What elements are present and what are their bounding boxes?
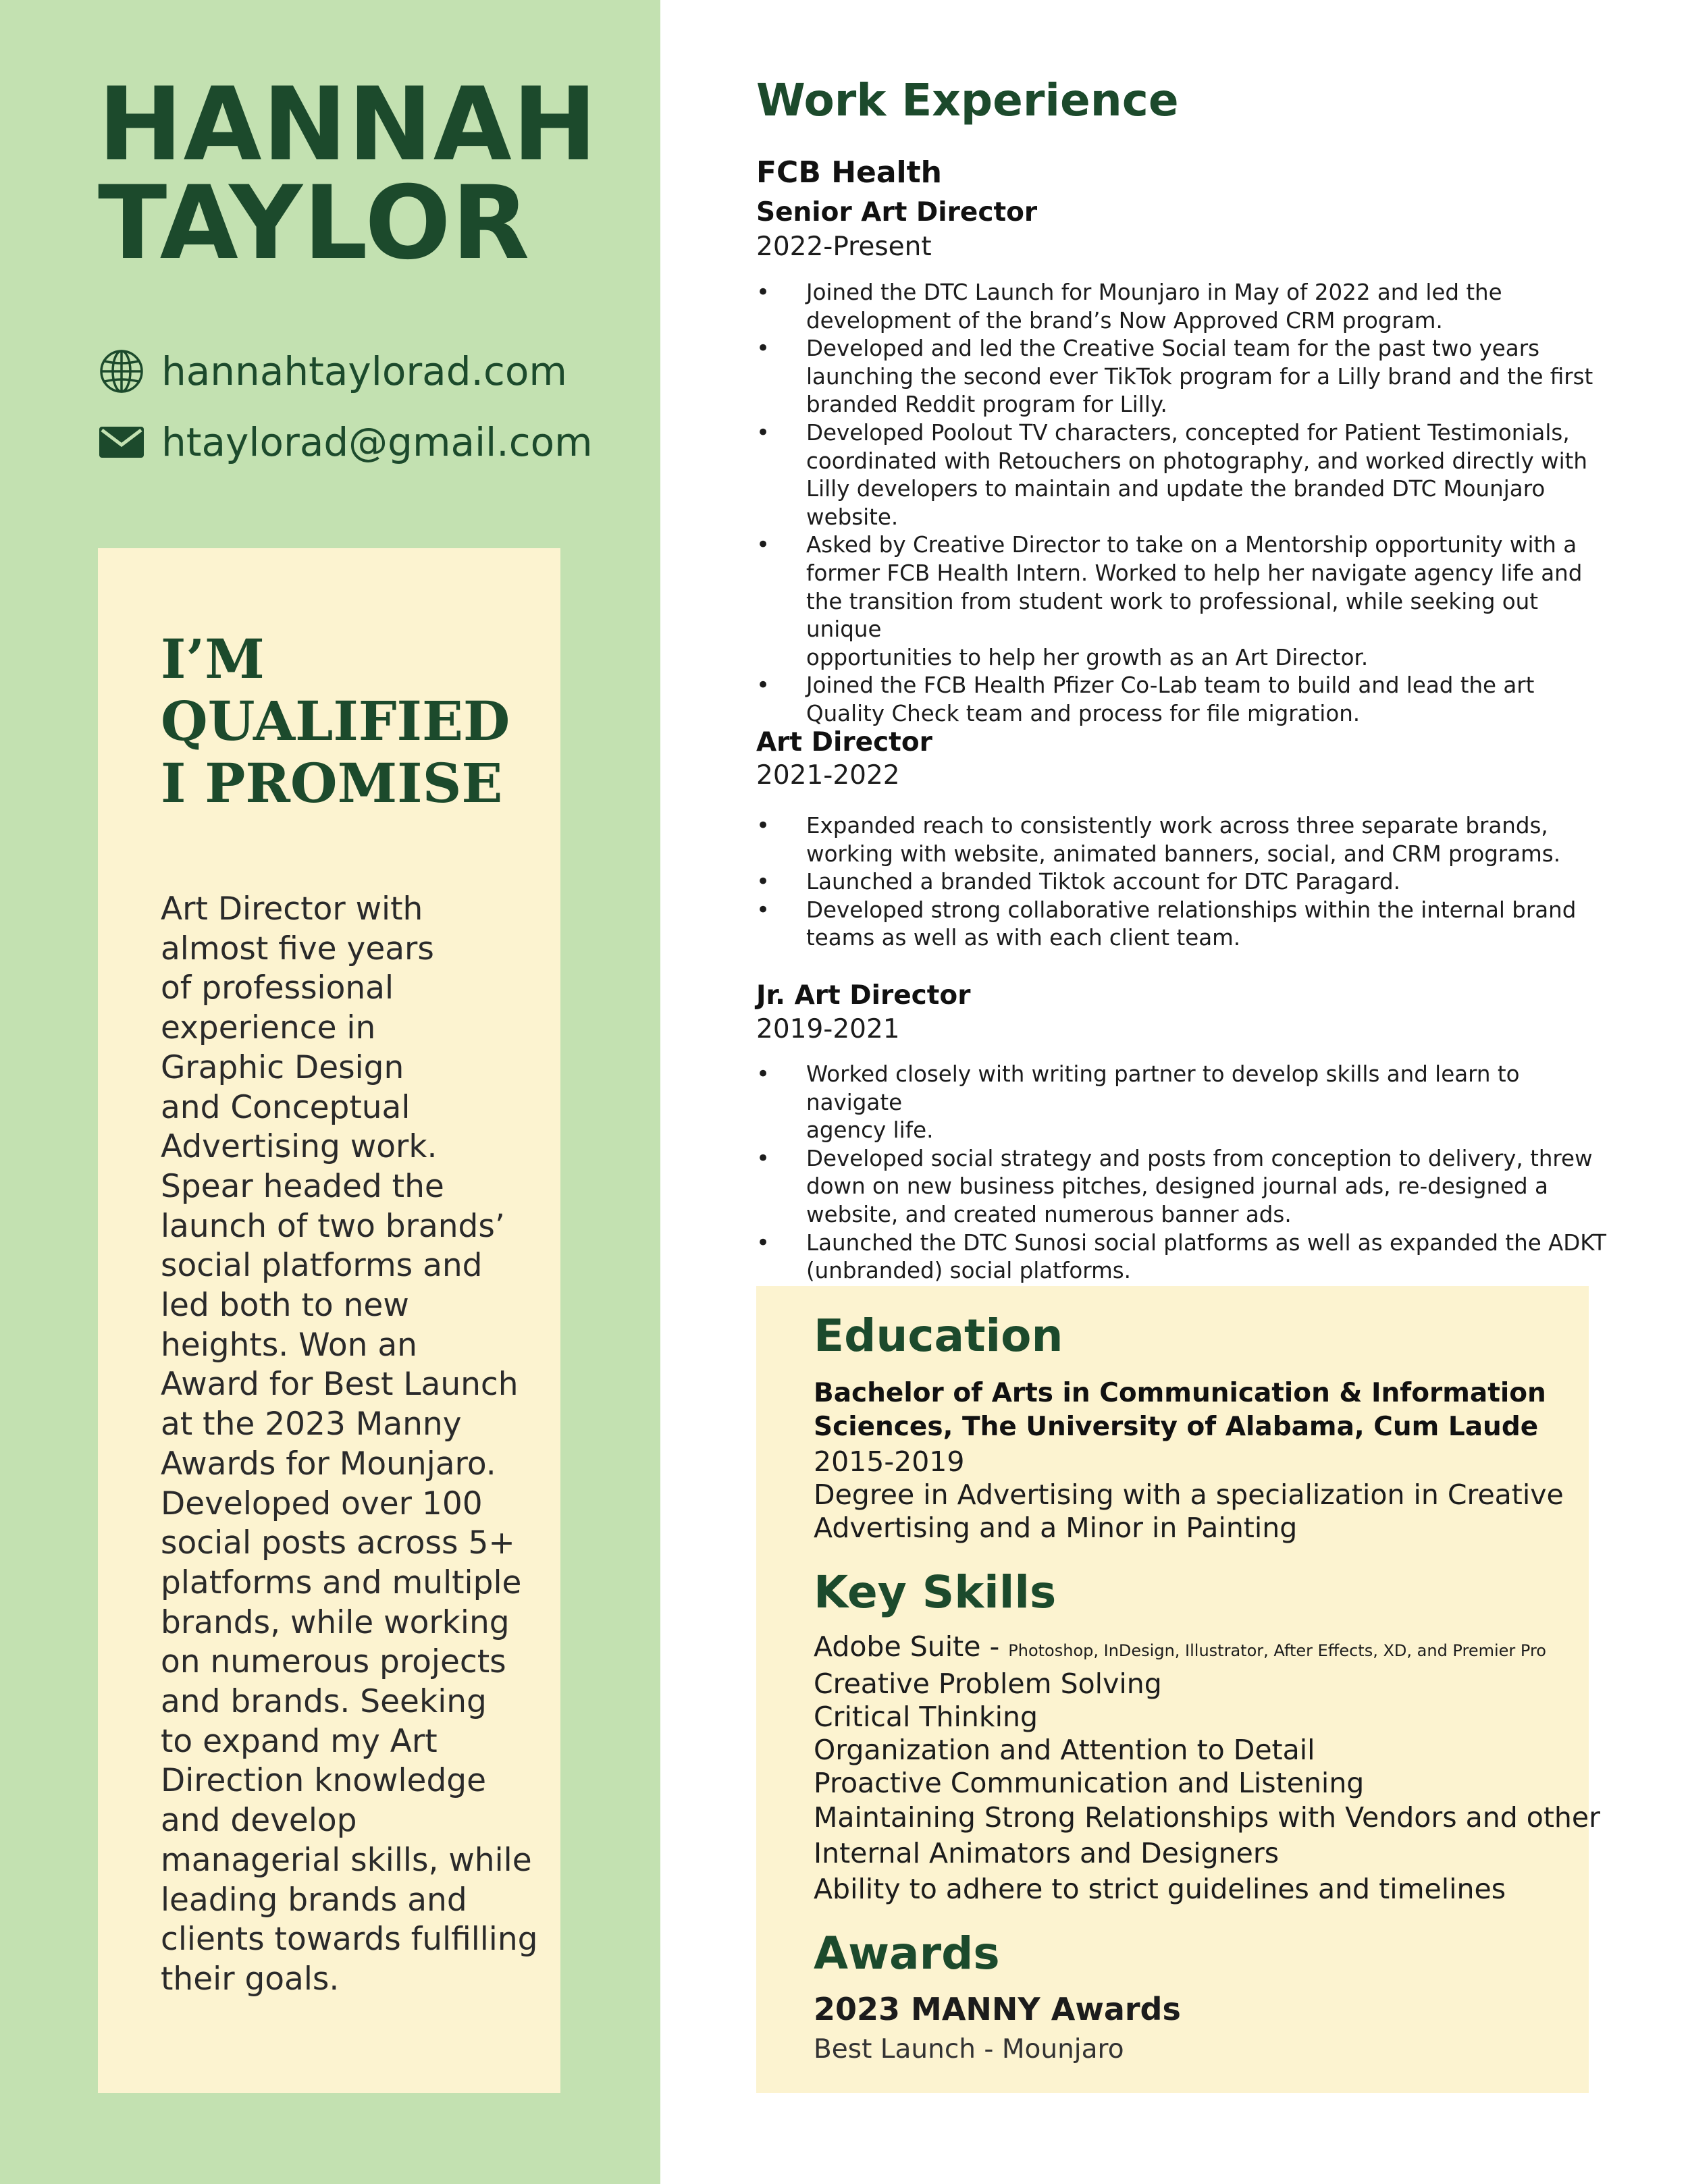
summary-line: Graphic Design bbox=[161, 1048, 404, 1086]
education-detail-line: Advertising and a Minor in Painting bbox=[814, 1512, 1298, 1544]
education-heading: Education bbox=[814, 1310, 1063, 1362]
summary-line: clients towards fulfilling bbox=[161, 1921, 538, 1959]
skill-item: Creative Problem Solving bbox=[814, 1668, 1162, 1700]
bullet-item bbox=[756, 1061, 1614, 1145]
summary-line: social posts across 5+ bbox=[161, 1524, 515, 1562]
bullet-line: the transition from student work to professional, while seeking out unique bbox=[806, 588, 1539, 643]
summary-line: leading brands and bbox=[161, 1881, 467, 1919]
summary-line: Awards for Mounjaro. bbox=[161, 1445, 496, 1483]
bullet-line: website. bbox=[806, 504, 899, 530]
sidebar bbox=[0, 0, 660, 2184]
summary-line: managerial skills, while bbox=[161, 1841, 532, 1879]
qualified-panel bbox=[98, 548, 560, 2093]
company-name: FCB Health bbox=[756, 155, 942, 190]
skill-item: Maintaining Strong Relationships with Vendors and other bbox=[814, 1801, 1600, 1834]
role-dates: 2021-2022 bbox=[756, 760, 900, 791]
award-detail: Best Launch - Mounjaro bbox=[814, 2034, 1124, 2065]
role-bullets bbox=[756, 1061, 1614, 1285]
summary-line: Direction knowledge bbox=[161, 1762, 487, 1800]
summary-line: experience in bbox=[161, 1009, 376, 1047]
bullet-line: Quality Check team and process for file migration. bbox=[806, 700, 1361, 726]
bullet-line: (unbranded) social platforms. bbox=[806, 1258, 1131, 1284]
bullet-item bbox=[756, 1229, 1614, 1285]
first-name: HANNAH bbox=[98, 66, 598, 184]
role-title: Art Director bbox=[756, 727, 932, 757]
role-dates: 2022-Present bbox=[756, 232, 932, 262]
email-contact[interactable] bbox=[98, 415, 593, 469]
summary-line: their goals. bbox=[161, 1960, 340, 1998]
summary-line: launch of two brands’ bbox=[161, 1207, 505, 1245]
education-details bbox=[814, 1445, 1564, 1545]
role-title: Senior Art Director bbox=[756, 197, 1038, 228]
education-detail-line: Degree in Advertising with a specialization in Creative bbox=[814, 1479, 1564, 1511]
role-bullets bbox=[756, 812, 1614, 953]
skill-label: Adobe Suite - bbox=[814, 1630, 1009, 1663]
role-bullets bbox=[756, 279, 1614, 728]
bullet-item bbox=[756, 672, 1614, 728]
globe-icon bbox=[98, 348, 145, 395]
skill-item: Critical Thinking bbox=[814, 1701, 1038, 1733]
summary-line: Art Director with bbox=[161, 890, 423, 928]
summary-line: of professional bbox=[161, 969, 394, 1007]
summary-line: almost five years bbox=[161, 930, 434, 967]
summary-line: led both to new bbox=[161, 1287, 409, 1325]
qualified-heading bbox=[161, 628, 510, 814]
skill-item: Organization and Attention to Detail bbox=[814, 1734, 1315, 1766]
bullet-line: • Asked by Creative Director to take on a Mentorship opportunity with a bbox=[806, 532, 1577, 558]
skill-item: Proactive Communication and Listening bbox=[814, 1767, 1365, 1799]
bullet-line: • Developed social strategy and posts from conception to delivery, threw bbox=[806, 1145, 1593, 1171]
summary-line: and Conceptual bbox=[161, 1088, 411, 1126]
bullet-line: • Launched the DTC Sunosi social platforms as well as expanded the ADKT bbox=[806, 1229, 1606, 1256]
summary-line: on numerous projects bbox=[161, 1643, 506, 1681]
bullet-line: former FCB Health Intern. Worked to help her navigate agency life and bbox=[806, 560, 1583, 586]
education-years: 2015-2019 bbox=[814, 1445, 965, 1478]
bullet-line: • Joined the DTC Launch for Mounjaro in May of 2022 and led the bbox=[806, 279, 1502, 305]
bullet-item bbox=[756, 419, 1614, 531]
bullet-line: Lilly developers to maintain and update the branded DTC Mounjaro bbox=[806, 476, 1546, 502]
bullet-line: • Worked closely with writing partner to develop skills and learn to navigate bbox=[806, 1061, 1520, 1115]
work-experience-heading: Work Experience bbox=[756, 74, 1179, 126]
bullet-item bbox=[756, 335, 1614, 419]
bullet-line: development of the brand’s Now Approved CRM program. bbox=[806, 307, 1443, 334]
summary-line: social platforms and bbox=[161, 1247, 483, 1285]
role-title: Jr. Art Director bbox=[756, 980, 971, 1011]
summary-line: Spear headed the bbox=[161, 1167, 444, 1205]
email-link[interactable]: htaylorad@gmail.com bbox=[161, 419, 593, 465]
skill-detail: Photoshop, InDesign, Illustrator, After Effects, XD, and Premier Pro bbox=[1008, 1641, 1546, 1660]
bullet-line: website, and created numerous banner ads. bbox=[806, 1201, 1292, 1227]
bullet-line: branded Reddit program for Lilly. bbox=[806, 392, 1167, 418]
website-contact[interactable] bbox=[98, 344, 567, 398]
summary-line: Developed over 100 bbox=[161, 1485, 483, 1522]
summary-line: to expand my Art bbox=[161, 1722, 438, 1760]
summary-line: brands, while working bbox=[161, 1603, 510, 1641]
bullet-line: • Developed Poolout TV characters, concepted for Patient Testimonials, bbox=[806, 419, 1570, 446]
key-skills-heading: Key Skills bbox=[814, 1566, 1057, 1618]
bullet-item bbox=[756, 868, 1614, 897]
skill-item: Ability to adhere to strict guidelines and timelines bbox=[814, 1873, 1506, 1905]
bullet-line: working with website, animated banners, social, and CRM programs. bbox=[806, 841, 1561, 867]
degree-line: Sciences, The University of Alabama, Cum Laude bbox=[814, 1412, 1539, 1442]
bullet-line: launching the second ever TikTok program for a Lilly brand and the first bbox=[806, 363, 1593, 390]
bullet-item bbox=[756, 1145, 1614, 1229]
role-dates: 2019-2021 bbox=[756, 1014, 900, 1044]
bullet-line: opportunities to help her growth as an Art Director. bbox=[806, 644, 1369, 670]
bullet-item bbox=[756, 531, 1614, 672]
qualified-heading-line: QUALIFIED bbox=[161, 689, 510, 753]
degree-line: Bachelor of Arts in Communication & Information bbox=[814, 1378, 1546, 1408]
bullet-item bbox=[756, 279, 1614, 335]
bullet-line: • Developed strong collaborative relationships within the internal brand bbox=[806, 897, 1577, 923]
website-link[interactable]: hannahtaylorad.com bbox=[161, 348, 567, 394]
award-name: 2023 MANNY Awards bbox=[814, 1991, 1181, 2027]
skill-item: Internal Animators and Designers bbox=[814, 1837, 1280, 1869]
summary-line: platforms and multiple bbox=[161, 1564, 522, 1601]
bullet-line: down on new business pitches, designed journal ads, re-designed a bbox=[806, 1173, 1548, 1200]
profile-summary bbox=[161, 890, 539, 2000]
summary-line: and brands. Seeking bbox=[161, 1683, 487, 1721]
bullet-item bbox=[756, 897, 1614, 953]
bullet-line: • Launched a branded Tiktok account for DTC Paragard. bbox=[806, 869, 1400, 895]
bullet-line: • Expanded reach to consistently work across three separate brands, bbox=[806, 813, 1548, 838]
bullet-line: teams as well as with each client team. bbox=[806, 925, 1241, 951]
envelope-icon bbox=[98, 419, 145, 466]
education-skills-panel bbox=[756, 1286, 1600, 2093]
awards-heading: Awards bbox=[814, 1927, 1000, 1979]
skill-item bbox=[814, 1630, 1600, 1668]
qualified-heading-line: I’M bbox=[161, 627, 265, 691]
bullet-item bbox=[756, 812, 1614, 868]
qualified-heading-line: I PROMISE bbox=[161, 751, 503, 815]
bullet-line: coordinated with Retouchers on photography, and worked directly with bbox=[806, 448, 1587, 474]
bullet-line: • Developed and led the Creative Social team for the past two years bbox=[806, 336, 1540, 362]
summary-line: Award for Best Launch bbox=[161, 1366, 519, 1404]
bullet-line: agency life. bbox=[806, 1117, 934, 1144]
summary-line: Advertising work. bbox=[161, 1128, 438, 1166]
candidate-name bbox=[98, 66, 598, 282]
skills-list bbox=[814, 1630, 1600, 1907]
summary-line: at the 2023 Manny bbox=[161, 1406, 462, 1443]
last-name: TAYLOR bbox=[98, 165, 531, 282]
summary-line: heights. Won an bbox=[161, 1326, 417, 1364]
degree bbox=[814, 1377, 1546, 1444]
bullet-line: • Joined the FCB Health Pfizer Co-Lab team to build and lead the art bbox=[806, 672, 1535, 699]
summary-line: and develop bbox=[161, 1802, 357, 1840]
